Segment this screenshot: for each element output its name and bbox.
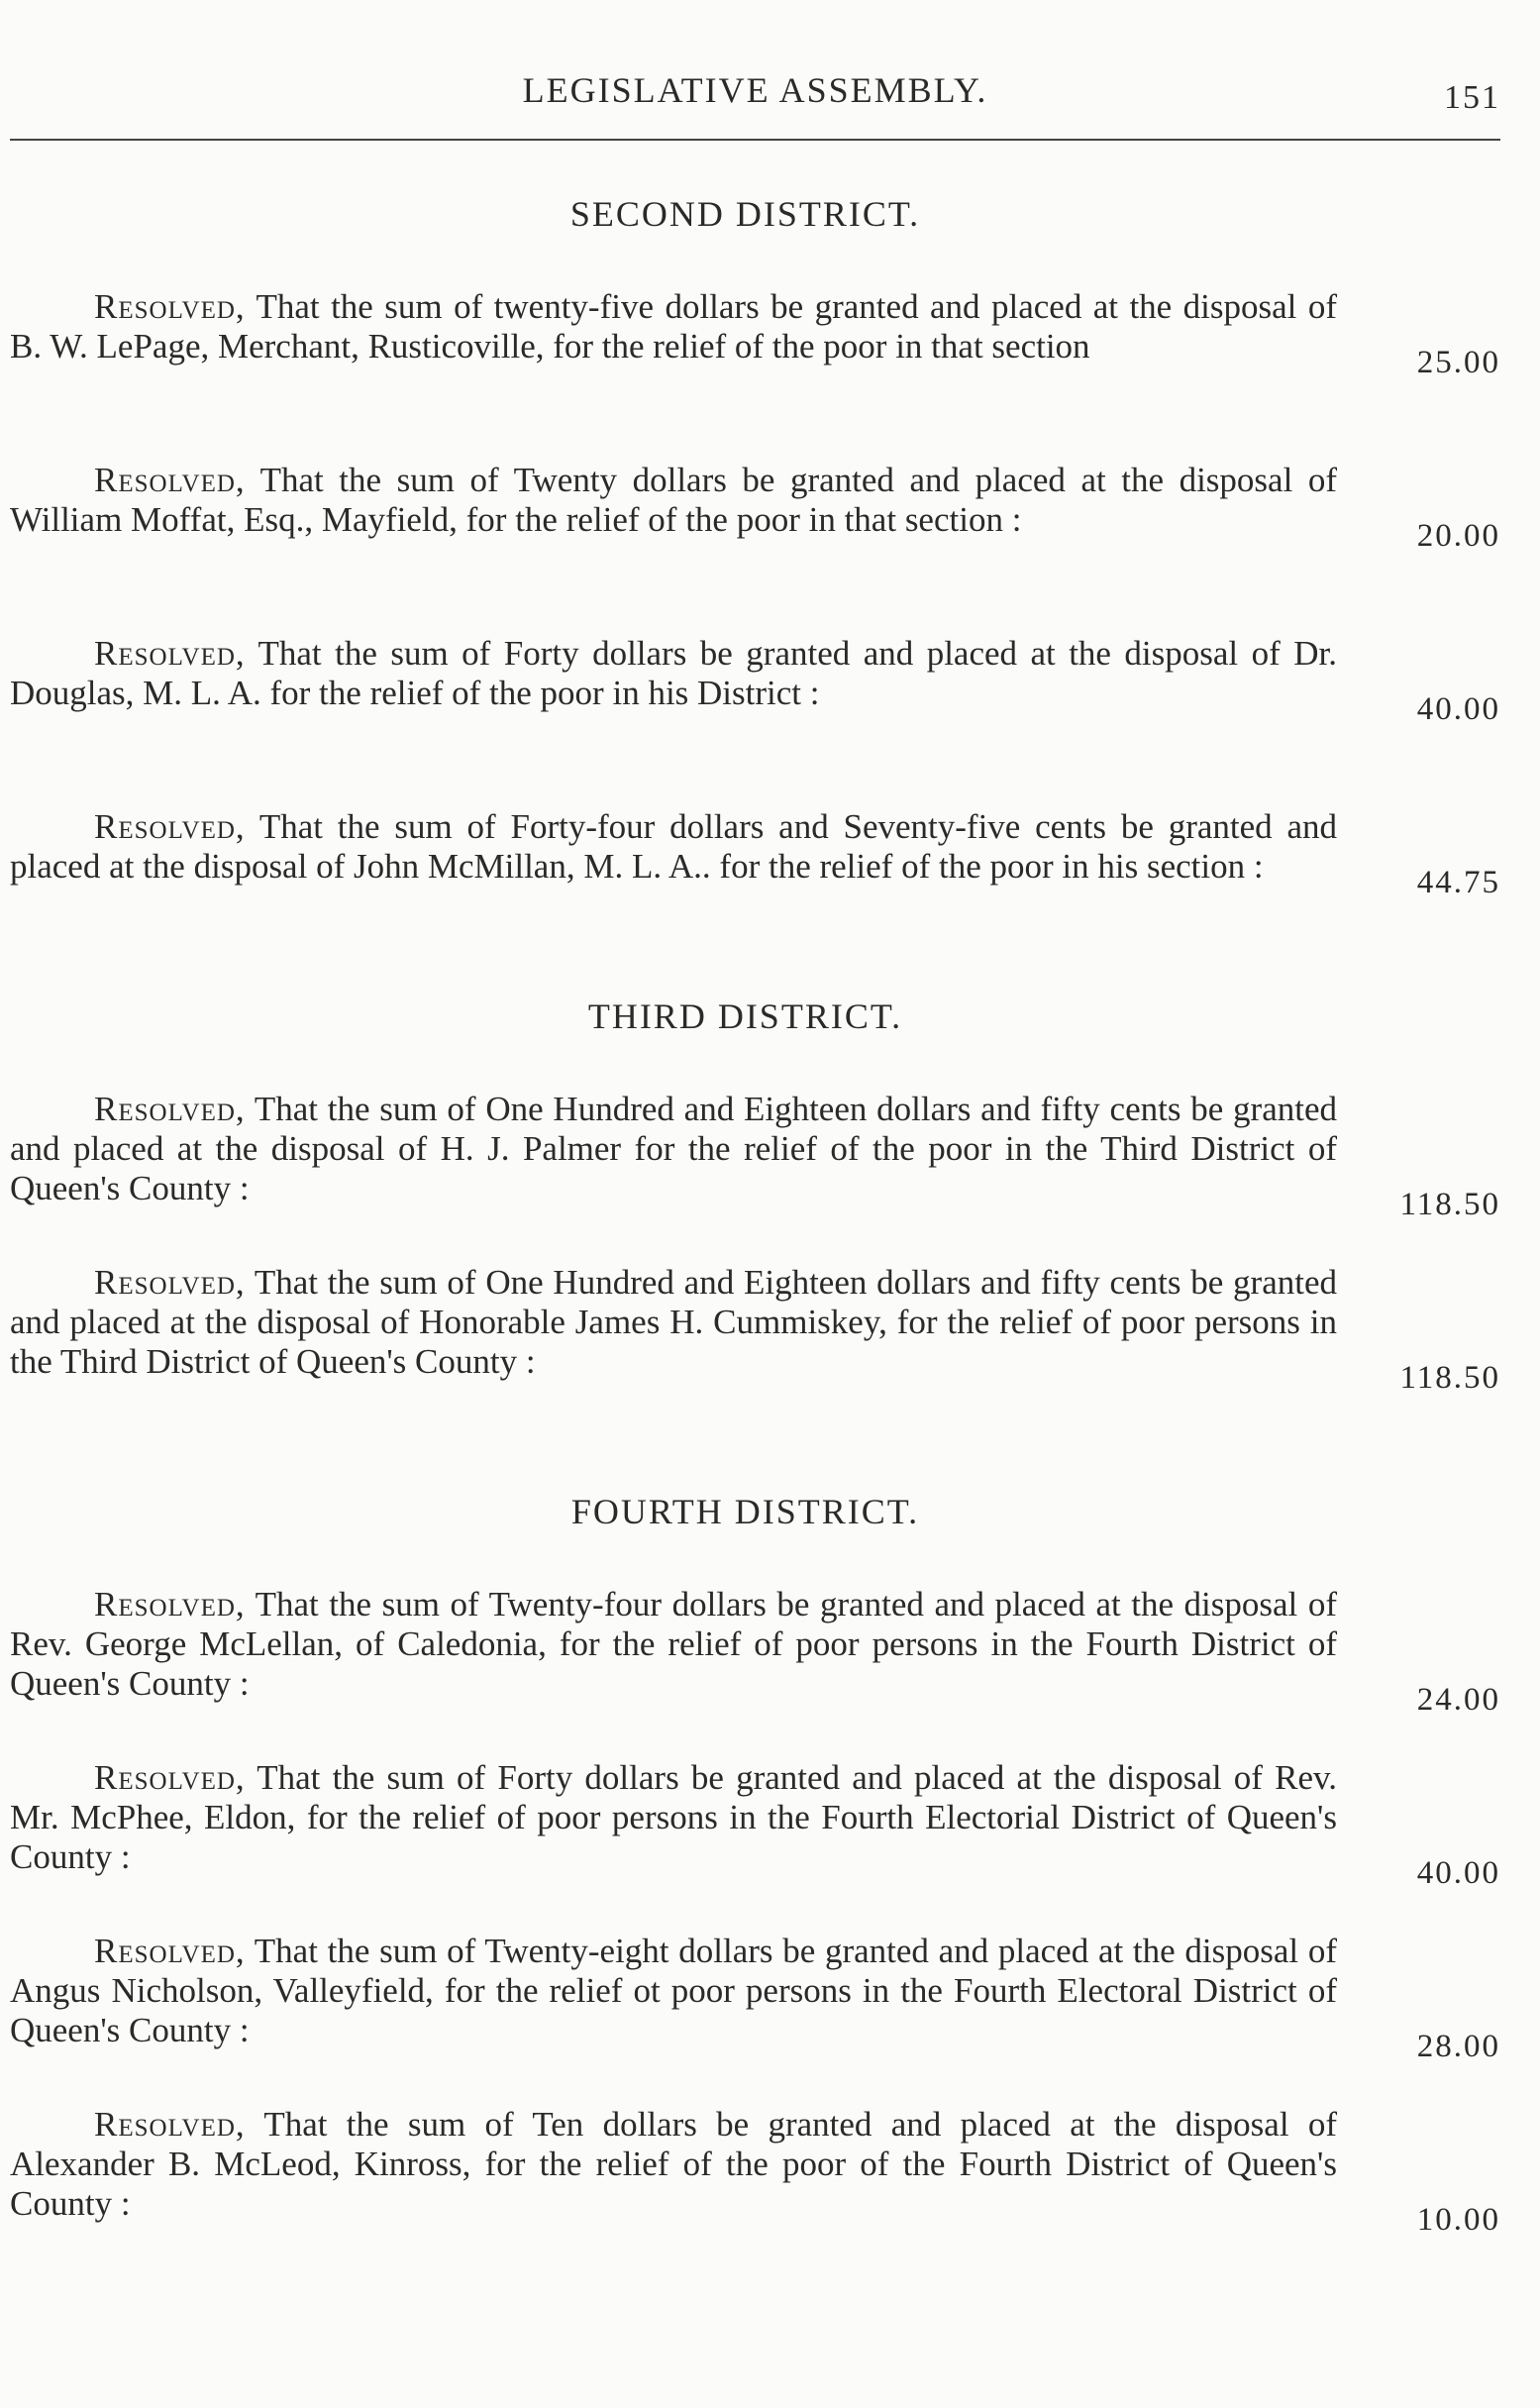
resolved-lead: Resolved,	[94, 461, 246, 499]
resolution-text	[10, 287, 1337, 366]
resolution-body: That the sum of One Hundred and Eighteen dollars and fifty cents be granted and placed at the disposal of Honorable James H. Cummiskey, for the relief of poor persons in the Third District of Queen's County :	[10, 1263, 1337, 1381]
page-number: 151	[1444, 79, 1500, 116]
resolved-lead: Resolved,	[94, 1758, 246, 1797]
resolution-entry	[10, 287, 1500, 380]
grant-amount: 118.50	[1399, 1187, 1500, 1222]
resolved-lead: Resolved,	[94, 1932, 246, 1970]
resolution-entry	[10, 807, 1500, 900]
grant-amount: 24.00	[1416, 1682, 1500, 1718]
section-heading-fourth-district: FOURTH DISTRICT.	[570, 1492, 920, 1531]
resolved-lead: Resolved,	[94, 2105, 246, 2144]
resolved-lead: Resolved,	[94, 1090, 246, 1128]
resolution-text	[10, 1090, 1337, 1208]
grant-amount: 20.00	[1416, 518, 1500, 554]
grant-amount: 40.00	[1416, 1855, 1500, 1891]
resolution-entry	[10, 1585, 1500, 1718]
resolution-body: That the sum of One Hundred and Eighteen dollars and fifty cents be granted and placed at the disposal of H. J. Palmer for the relief of the poor in the Third District of Queen's County :	[10, 1090, 1337, 1207]
resolution-body: That the sum of Ten dollars be granted and placed at the disposal of Alexander B. McLeod, Kinross, for the relief of the poor of the Fourth District of Queen's County :	[10, 2105, 1337, 2223]
resolution-entry	[10, 1932, 1500, 2064]
grant-amount: 40.00	[1416, 691, 1500, 727]
section-heading-third-district: THIRD DISTRICT.	[587, 996, 903, 1036]
page-header	[10, 69, 1500, 141]
resolution-text	[10, 1932, 1337, 2050]
resolution-body: That the sum of Twenty-four dollars be granted and placed at the disposal of Rev. George McLellan, of Caledonia, for the relief of poor persons in the Fourth District of Queen's County :	[10, 1585, 1337, 1703]
resolution-text	[10, 634, 1337, 713]
resolved-lead: Resolved,	[94, 1263, 246, 1302]
grant-amount: 44.75	[1416, 865, 1500, 900]
resolution-body: That the sum of Forty dollars be granted and placed at the disposal of Rev. Mr. McPhee, Eldon, for the relief of poor persons in the Fourth Electorial District of Queen's County :	[10, 1758, 1337, 1876]
grant-amount: 28.00	[1416, 2029, 1500, 2064]
resolution-text	[10, 807, 1337, 887]
page-title: LEGISLATIVE ASSEMBLY.	[522, 70, 988, 110]
resolved-lead: Resolved,	[94, 1585, 246, 1623]
resolution-body: That the sum of Forty-four dollars and Seventy-five cents be granted and placed at the disposal of John McMillan, M. L. A.. for the relief of the poor in his section :	[10, 807, 1337, 886]
resolution-entry	[10, 461, 1500, 554]
resolution-text	[10, 1263, 1337, 1382]
resolution-entry	[10, 2105, 1500, 2238]
resolution-body: That the sum of twenty-five dollars be granted and placed at the disposal of B. W. LePage, Merchant, Rusticoville, for the relief of the poor in that section	[10, 287, 1337, 366]
resolution-body: That the sum of Twenty dollars be granted and placed at the disposal of William Moffat, Esq., Mayfield, for the relief of the poor in that section :	[10, 461, 1337, 539]
resolution-text	[10, 2105, 1337, 2224]
resolution-entry	[10, 634, 1500, 727]
resolution-body: That the sum of Forty dollars be granted and placed at the disposal of Dr. Douglas, M. L. A. for the relief of the poor in his District :	[10, 634, 1337, 712]
resolved-lead: Resolved,	[94, 287, 246, 326]
grant-amount: 25.00	[1416, 345, 1500, 380]
resolution-entry	[10, 1090, 1500, 1222]
resolution-entry	[10, 1263, 1500, 1396]
resolution-text	[10, 1585, 1337, 1704]
section-heading-second-district: SECOND DISTRICT.	[569, 194, 921, 234]
resolved-lead: Resolved,	[94, 634, 246, 673]
resolution-text	[10, 1758, 1337, 1877]
resolved-lead: Resolved,	[94, 807, 246, 846]
resolution-body: That the sum of Twenty-eight dollars be granted and placed at the disposal of Angus Nicholson, Valleyfield, for the relief ot poor persons in the Fourth Electoral District of Queen's County :	[10, 1932, 1337, 2049]
resolution-entry	[10, 1758, 1500, 1891]
resolution-text	[10, 461, 1337, 540]
grant-amount: 118.50	[1399, 1360, 1500, 1396]
grant-amount: 10.00	[1416, 2202, 1500, 2238]
